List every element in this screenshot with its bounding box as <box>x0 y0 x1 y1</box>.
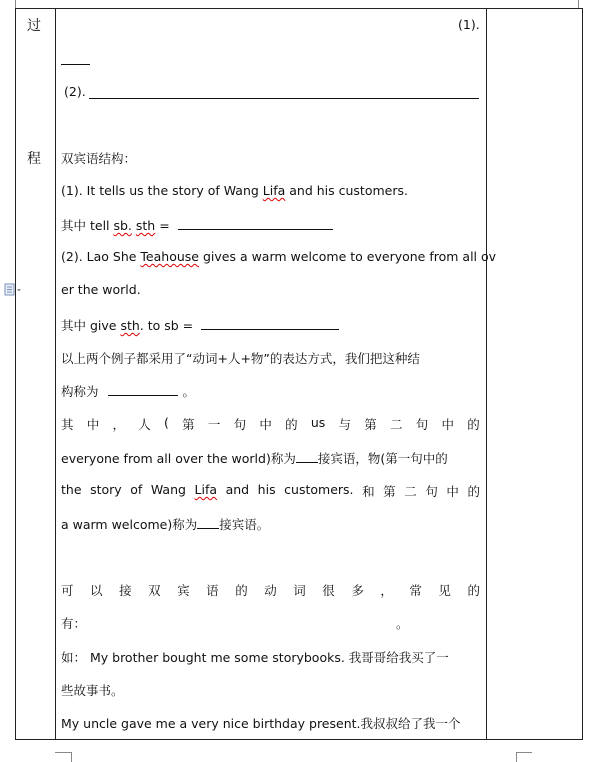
example-1-name: Lifa <box>262 183 286 198</box>
corner-mark-top-left-v <box>15 0 16 8</box>
summary-line-1: 以上两个例子都采用了“动词+人+物”的表达方式，我们把这种结 <box>61 351 420 366</box>
item-2-answer-blank <box>89 98 479 99</box>
example-2-text: (2). Lao She <box>61 249 141 264</box>
paragraph-line-1: 其 中 ， 人 ( 第 一 句 中 的 us 与 第 二 句 中 的 <box>61 415 480 432</box>
corner-mark-top-right-v <box>578 0 579 8</box>
example-3-continued: 些故事书。 <box>61 683 124 698</box>
question-1: 其中 tell sb. sth = <box>61 216 333 234</box>
table-left-border <box>15 8 16 740</box>
paragraph-line-2: everyone from all over the world)称为 接宾语，物(第一句中的 <box>61 451 448 466</box>
example-2-teahouse: Teahouse <box>140 249 199 264</box>
side-label-cheng: 程 <box>27 151 41 167</box>
question-1-prefix: 其中 tell <box>61 218 114 233</box>
question-2-mid: . to sb = <box>139 318 198 333</box>
corner-mark-bottom-left-v <box>71 752 72 762</box>
item-2-number: (2). <box>64 84 86 99</box>
paragraph-line-3: the story of Wang Lifa and his customers. 和 第 二 句 中 的 <box>61 482 480 499</box>
question-1-blank <box>178 216 333 230</box>
paragraph-marker-icon[interactable] <box>4 283 24 297</box>
example-1 <box>61 183 408 198</box>
corner-mark-bottom-right-v <box>516 752 517 762</box>
question-1-sth: sth <box>135 218 156 233</box>
example-1-text: (1). It tells us the story of Wang <box>61 183 263 198</box>
question-2-prefix: 其中 give <box>61 318 121 333</box>
table-bottom-border <box>15 739 583 740</box>
example-1-end: and his customers. <box>285 183 408 198</box>
example-2-end: gives a warm welcome to everyone from all ov <box>198 249 497 264</box>
common-verbs-answer-label: 有： <box>61 616 87 631</box>
example-4: My uncle gave me a very nice birthday present.我叔叔给了我一个 <box>61 716 461 731</box>
table-right-border <box>582 8 583 740</box>
section-heading: 双宾语结构： <box>61 151 137 166</box>
example-2-continued: er the world. <box>61 282 141 297</box>
item-1-answer-blank <box>61 64 90 65</box>
summary-line-2: 构称为 。 <box>61 384 195 399</box>
corner-mark-bottom-right-h <box>516 752 532 753</box>
direct-or-indirect-blank-1 <box>296 449 318 463</box>
paragraph-line-4: a warm welcome)称为 接宾语。 <box>61 517 270 532</box>
direct-or-indirect-blank-2 <box>197 515 219 529</box>
table-top-border <box>15 8 583 9</box>
table-col-divider-2 <box>486 8 487 740</box>
summary-blank <box>108 382 178 396</box>
common-verbs-line: 可 以 接 双 宾 语 的 动 词 很 多 ， 常 见 的 <box>61 583 480 598</box>
item-1-number: (1). <box>458 17 480 32</box>
question-2 <box>61 316 339 334</box>
table-col-divider-1 <box>55 8 56 740</box>
question-1-sb: sb. <box>113 218 132 233</box>
side-label-guo: 过 <box>27 18 41 34</box>
corner-mark-bottom-left-h <box>55 752 71 753</box>
common-verbs-period: 。 <box>396 616 409 631</box>
question-2-sth: sth <box>120 318 140 333</box>
example-2 <box>61 249 496 264</box>
question-2-blank <box>201 316 339 330</box>
example-3: 如： My brother bought me some storybooks. 我哥哥给我买了一 <box>61 650 449 665</box>
